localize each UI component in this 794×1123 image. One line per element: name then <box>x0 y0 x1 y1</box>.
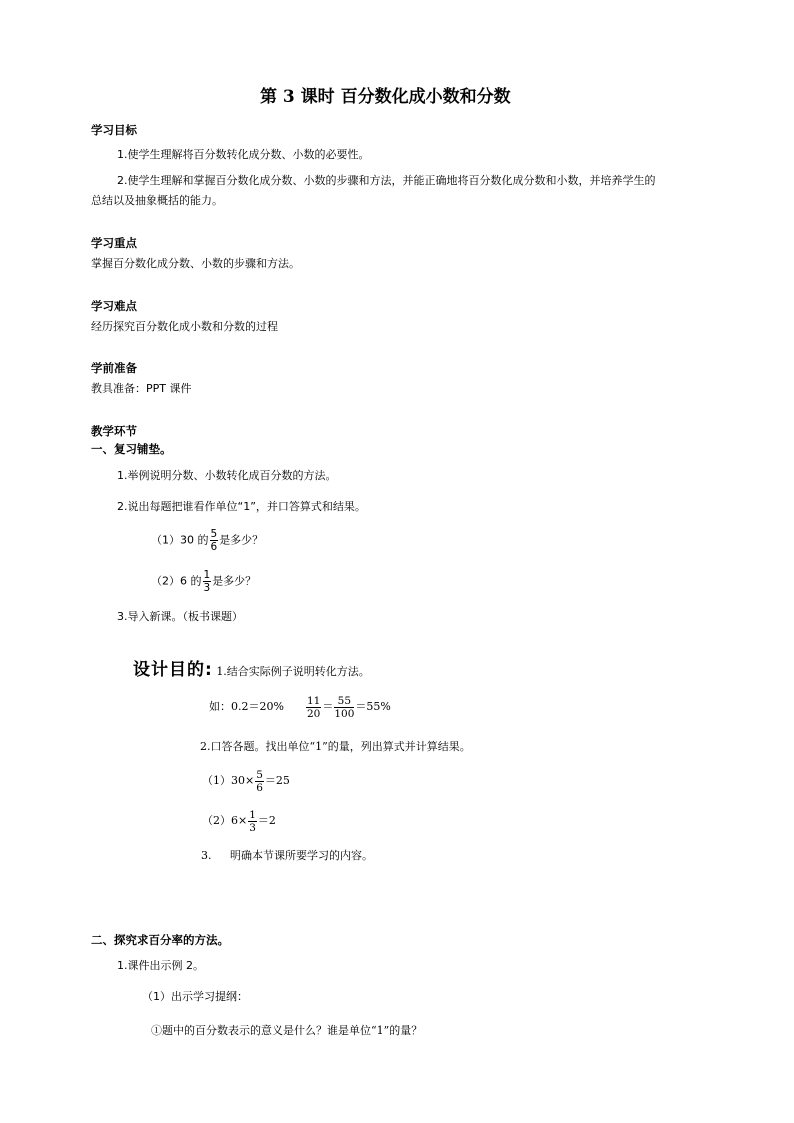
part-2-item-1: 1.课件出示例 2。 <box>117 959 204 972</box>
design-purpose-text-2: 2.口答各题。找出单位“1”的量，列出算式并计算结果。 <box>200 740 471 753</box>
conversion-example <box>209 694 391 720</box>
question-1-prefix: （1）30 的 <box>151 533 209 547</box>
question-1-suffix: 是多少？ <box>219 533 264 547</box>
calc-1 <box>202 768 290 794</box>
example-prefix: 如：0.2＝20% <box>209 700 284 713</box>
design-purpose-line-1 <box>133 659 370 683</box>
design-purpose-text-1: 1.结合实际例子说明转化方法。 <box>216 665 370 678</box>
objectives-heading: 学习目标 <box>91 123 137 137</box>
review-item-1: 1.举例说明分数、小数转化成百分数的方法。 <box>117 469 337 482</box>
design-purpose-item-3-text: 明确本节课所要学习的内容。 <box>230 849 373 862</box>
fraction-denominator: 3 <box>249 821 256 834</box>
fraction-numerator: 55 <box>334 695 354 708</box>
difficulties-text: 经历探究百分数化成小数和分数的过程 <box>91 320 278 333</box>
calc-2-prefix: （2）6× <box>202 814 248 827</box>
example-equals-2: ＝55% <box>355 700 391 713</box>
calc-1-suffix: ＝25 <box>264 774 290 787</box>
part-2-question-1: ①题中的百分数表示的意义是什么？谁是单位“1”的量？ <box>151 1024 423 1037</box>
review-question-2 <box>151 569 256 594</box>
calc-1-fraction <box>255 769 264 794</box>
question-2-suffix: 是多少？ <box>212 574 257 588</box>
fraction-numerator: 1 <box>249 808 256 821</box>
part-2-heading: 二、探究求百分率的方法。 <box>91 933 229 947</box>
difficulties-heading: 学习难点 <box>91 299 137 313</box>
calc-2-suffix: ＝2 <box>257 814 276 827</box>
review-item-2: 2.说出每题把谁看作单位“1”，并口答算式和结果。 <box>117 500 366 513</box>
key-points-text: 掌握百分数化成分数、小数的步骤和方法。 <box>91 257 300 270</box>
fraction-denominator: 100 <box>334 707 355 720</box>
question-2-prefix: （2）6 的 <box>151 574 202 588</box>
objective-2-line-2: 总结以及抽象概括的能力。 <box>91 194 223 207</box>
calc-2 <box>202 808 276 834</box>
fraction-numerator: 11 <box>306 694 321 707</box>
design-purpose-colon: : <box>205 660 213 680</box>
example-equals-1: ＝ <box>322 700 334 713</box>
design-purpose-item-3-number: 3. <box>201 849 212 862</box>
objective-1: 1.使学生理解将百分数转化成分数、小数的必要性。 <box>117 148 370 161</box>
fraction-denominator: 6 <box>256 781 263 794</box>
example-fraction-2 <box>334 695 354 720</box>
fraction-denominator: 20 <box>306 707 321 720</box>
question-2-fraction <box>203 569 212 594</box>
fraction-denominator: 3 <box>203 582 211 594</box>
review-item-3: 3.导入新课。（板书课题） <box>117 610 243 623</box>
design-purpose-label: 设计目的 <box>133 660 205 680</box>
question-1-fraction <box>210 528 219 553</box>
part-2-sub-1: （1）出示学习提纲： <box>142 990 248 1003</box>
objective-2-line-1: 2.使学生理解和掌握百分数化成分数、小数的步骤和方法，并能正确地将百分数化成分数和小数，并培养学生的 <box>117 174 656 187</box>
fraction-numerator: 1 <box>203 569 211 581</box>
fraction-numerator: 5 <box>210 528 218 540</box>
calc-2-fraction <box>248 809 257 834</box>
fraction-numerator: 5 <box>256 768 263 781</box>
lesson-title: 第 3 课时 百分数化成小数和分数 <box>260 87 511 107</box>
review-question-1 <box>151 528 263 553</box>
example-fraction-1 <box>306 695 321 720</box>
steps-heading: 教学环节 <box>91 424 137 438</box>
calc-1-prefix: （1）30× <box>202 774 255 787</box>
preparation-text: 教具准备：PPT 课件 <box>91 382 192 395</box>
preparation-heading: 学前准备 <box>91 361 137 375</box>
fraction-denominator: 6 <box>210 541 218 553</box>
part-1-heading: 一、复习铺垫。 <box>91 442 172 456</box>
key-points-heading: 学习重点 <box>91 236 137 250</box>
